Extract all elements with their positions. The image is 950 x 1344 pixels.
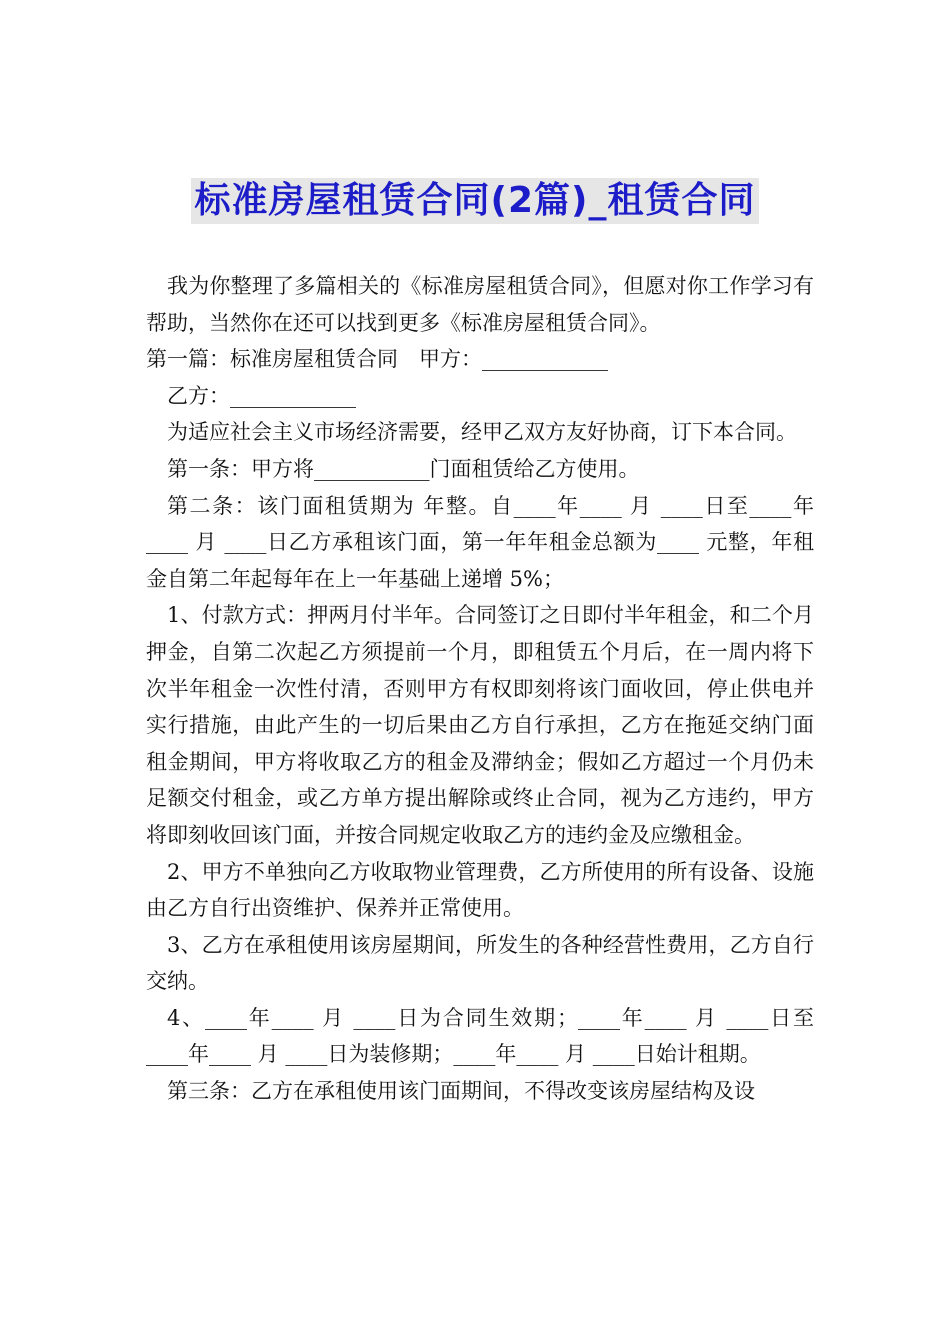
intro-paragraph: 我为你整理了多篇相关的《标准房屋租赁合同》，但愿对你工作学习有帮助，当然你在还可以找到更多《标准房屋租赁合同》。 [146,274,814,335]
document-body [146,268,814,1110]
article-3-paragraph: 第三条：乙方在承租使用该门面期间，不得改变该房屋结构及设 [167,1079,755,1104]
preamble-paragraph: 为适应社会主义市场经济需要，经甲乙双方友好协商，订下本合同。 [167,420,797,445]
clause-3-paragraph: 3、乙方在承租使用该房屋期间，所发生的各种经营性费用，乙方自行交纳。 [146,932,814,994]
clause-1-paragraph: 1、付款方式：押两月付半年。合同签订之日即付半年租金，和二个月押金，自第二次起乙方须提前一个月，即租赁五个月后，在一周内将下次半年租金一次性付清，否则甲方有权即刻将该门面收回，停止供电并实行措施，由此产生的一切后果由乙方自行承担，乙方在拖延交纳门面租金期间，甲方将收取乙方的租金及滞纳金；假如乙方超过一个月仍未足额交付租金，或乙方单方提出解除或终止合同，视为乙方违约，甲方将即刻收回该门面，并按合同规定收取乙方的违约金及应缴租金。 [146,603,814,847]
document-title: 标准房屋租赁合同(2篇)_租赁合同 [191,178,760,224]
title-container [0,178,950,224]
article-2-paragraph: 第二条：该门面租赁期为 年整。自____年____ 月 ____日至____年____ 月 ____日乙方承租该门面，第一年年租金总额为____ 元整，年租金自第二年起每年在上一年基础上递增 5%； [146,493,814,591]
article-1-paragraph: 第一条：甲方将___________门面租赁给乙方使用。 [167,456,640,481]
clause-2-paragraph: 2、甲方不单独向乙方收取物业管理费，乙方所使用的所有设备、设施由乙方自行出资维护、保养并正常使用。 [146,859,814,921]
party-b-line: 乙方：____________ [167,383,356,408]
clause-4-paragraph: 4、____年____ 月 ____日为合同生效期；____年____ 月 ____日至____年____ 月 ____日为装修期；____年____ 月 ____日始计租期。 [146,1005,814,1067]
part-one-heading: 第一篇：标准房屋租赁合同 甲方：____________ [146,347,608,372]
